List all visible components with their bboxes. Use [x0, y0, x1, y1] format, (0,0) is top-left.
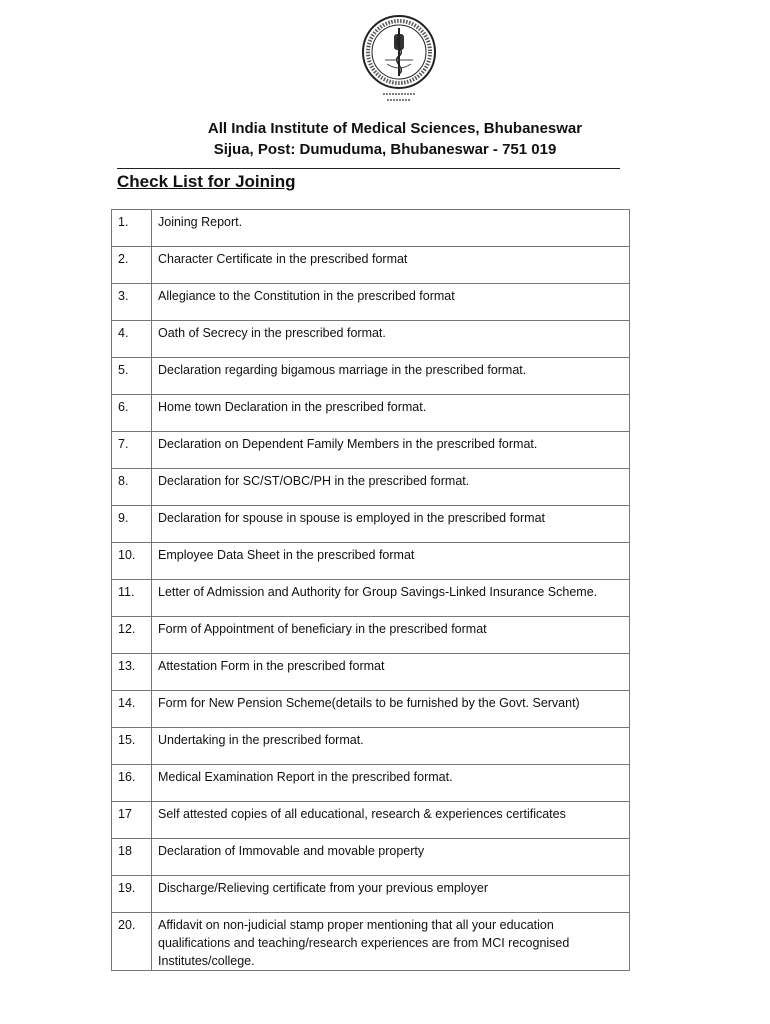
table-row: [112, 210, 630, 247]
institute-header: [0, 118, 770, 160]
item-number: 12.: [112, 617, 152, 654]
checklist-table: [111, 209, 630, 971]
table-row: [112, 728, 630, 765]
item-text: Undertaking in the prescribed format.: [152, 728, 630, 765]
item-number: 1.: [112, 210, 152, 247]
table-row: [112, 913, 630, 971]
item-text: Letter of Admission and Authority for Group Savings-Linked Insurance Scheme.: [152, 580, 630, 617]
item-text: Form of Appointment of beneficiary in the prescribed format: [152, 617, 630, 654]
item-number: 17: [112, 802, 152, 839]
item-number: 6.: [112, 395, 152, 432]
page-title: Check List for Joining: [117, 172, 296, 191]
item-text: Self attested copies of all educational, research & experiences certificates: [152, 802, 630, 839]
table-row: [112, 247, 630, 284]
item-text: Attestation Form in the prescribed format: [152, 654, 630, 691]
institute-name: All India Institute of Medical Sciences, Bhubaneswar: [207, 120, 583, 137]
item-number: 2.: [112, 247, 152, 284]
item-text: Declaration of Immovable and movable property: [152, 839, 630, 876]
table-row: [112, 395, 630, 432]
item-text: Declaration on Dependent Family Members in the prescribed format.: [152, 432, 630, 469]
table-row: [112, 432, 630, 469]
table-row: [112, 802, 630, 839]
item-text: Affidavit on non-judicial stamp proper mentioning that all your education qualifications and teaching/research experiences are from MCI recognised Institutes/college.: [152, 913, 630, 971]
table-row: [112, 284, 630, 321]
institute-address: Sijua, Post: Dumuduma, Bhubaneswar - 751 019: [213, 141, 557, 158]
table-row: [112, 358, 630, 395]
item-text: Character Certificate in the prescribed format: [152, 247, 630, 284]
item-number: 4.: [112, 321, 152, 358]
item-text: Home town Declaration in the prescribed format.: [152, 395, 630, 432]
aiims-seal-logo: [361, 14, 437, 104]
item-text: Discharge/Relieving certificate from your previous employer: [152, 876, 630, 913]
item-text: Medical Examination Report in the prescribed format.: [152, 765, 630, 802]
item-text: Declaration for SC/ST/OBC/PH in the prescribed format.: [152, 469, 630, 506]
table-row: [112, 321, 630, 358]
table-row: [112, 876, 630, 913]
item-number: 13.: [112, 654, 152, 691]
item-number: 11.: [112, 580, 152, 617]
item-text: Joining Report.: [152, 210, 630, 247]
item-number: 7.: [112, 432, 152, 469]
table-row: [112, 765, 630, 802]
item-number: 14.: [112, 691, 152, 728]
item-text: Allegiance to the Constitution in the prescribed format: [152, 284, 630, 321]
item-number: 10.: [112, 543, 152, 580]
item-text: Employee Data Sheet in the prescribed format: [152, 543, 630, 580]
item-number: 20.: [112, 913, 152, 971]
table-row: [112, 839, 630, 876]
table-row: [112, 506, 630, 543]
table-row: [112, 543, 630, 580]
item-text: Form for New Pension Scheme(details to be furnished by the Govt. Servant): [152, 691, 630, 728]
item-number: 19.: [112, 876, 152, 913]
item-number: 15.: [112, 728, 152, 765]
table-row: [112, 469, 630, 506]
item-number: 16.: [112, 765, 152, 802]
item-number: 18: [112, 839, 152, 876]
table-row: [112, 691, 630, 728]
item-text: Declaration for spouse in spouse is employed in the prescribed format: [152, 506, 630, 543]
item-number: 9.: [112, 506, 152, 543]
item-text: Declaration regarding bigamous marriage in the prescribed format.: [152, 358, 630, 395]
table-row: [112, 617, 630, 654]
item-number: 8.: [112, 469, 152, 506]
item-number: 3.: [112, 284, 152, 321]
header-divider: [117, 168, 620, 169]
table-row: [112, 580, 630, 617]
table-row: [112, 654, 630, 691]
item-number: 5.: [112, 358, 152, 395]
item-text: Oath of Secrecy in the prescribed format.: [152, 321, 630, 358]
